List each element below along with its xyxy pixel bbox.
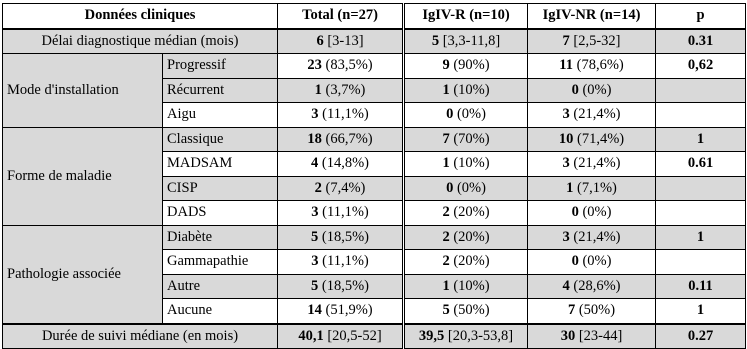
sub-label: Progressif xyxy=(163,54,278,79)
cell-igiv-r: 2 (20%) xyxy=(404,201,528,226)
cell-igiv-r: 9 (90%) xyxy=(404,54,528,79)
cell-igiv-nr: 10 (71,4%) xyxy=(528,127,656,152)
cell-igiv-nr: 1 (7,1%) xyxy=(528,176,656,201)
cell-igiv-nr: 0 (0%) xyxy=(528,78,656,103)
cell-igiv-r: 2 (20%) xyxy=(404,250,528,275)
cell-igiv-nr: 0 (0%) xyxy=(528,201,656,226)
sub-label: Gammapathie xyxy=(163,250,278,275)
row-delai-diagnostique xyxy=(3,29,746,54)
cell-igiv-nr: 3 (21,4%) xyxy=(528,103,656,128)
cell-total: 3 (11,1%) xyxy=(278,250,404,275)
header-donnees-cliniques: Données cliniques xyxy=(3,4,278,29)
sub-label: DADS xyxy=(163,201,278,226)
cell-igiv-r: 5 (50%) xyxy=(404,299,528,324)
cell-igiv-nr: 3 (21,4%) xyxy=(528,225,656,250)
cell-p: 1 xyxy=(656,225,746,250)
cell-total: 1 (3,7%) xyxy=(278,78,404,103)
cell-p xyxy=(656,103,746,128)
cell-igiv-nr: 3 (21,4%) xyxy=(528,152,656,177)
cell-total: 5 (18,5%) xyxy=(278,225,404,250)
cell-p xyxy=(656,176,746,201)
sub-label: Aucune xyxy=(163,299,278,324)
header-total: Total (n=27) xyxy=(278,4,404,29)
cell-p xyxy=(656,78,746,103)
cell-total: 18 (66,7%) xyxy=(278,127,404,152)
cell-total: 23 (83,5%) xyxy=(278,54,404,79)
cell-total: 3 (11,1%) xyxy=(278,201,404,226)
row-label: Durée de suivi médiane (en mois) xyxy=(3,324,278,349)
cell-p xyxy=(656,250,746,275)
cell-igiv-r: 0 (0%) xyxy=(404,103,528,128)
sub-label: Autre xyxy=(163,274,278,299)
cell-igiv-r: 5 [3,3-11,8] xyxy=(404,29,528,54)
row-mode-progressif xyxy=(3,54,746,79)
group-forme-maladie: Forme de maladie xyxy=(3,127,163,225)
cell-total: 2 (7,4%) xyxy=(278,176,404,201)
group-mode-installation: Mode d'installation xyxy=(3,54,163,128)
cell-p: 0,62 xyxy=(656,54,746,79)
cell-igiv-r: 0 (0%) xyxy=(404,176,528,201)
group-pathologie-associee: Pathologie associée xyxy=(3,225,163,324)
sub-label: Récurrent xyxy=(163,78,278,103)
cell-total: 4 (14,8%) xyxy=(278,152,404,177)
cell-igiv-nr: 11 (78,6%) xyxy=(528,54,656,79)
row-patho-diabete xyxy=(3,225,746,250)
cell-igiv-nr: 7 [2,5-32] xyxy=(528,29,656,54)
cell-p: 0.31 xyxy=(656,29,746,54)
sub-label: Classique xyxy=(163,127,278,152)
cell-igiv-nr: 30 [23-44] xyxy=(528,324,656,349)
cell-p: 0.11 xyxy=(656,274,746,299)
row-forme-classique xyxy=(3,127,746,152)
cell-p: 1 xyxy=(656,127,746,152)
sub-label: CISP xyxy=(163,176,278,201)
cell-p: 1 xyxy=(656,299,746,324)
cell-p xyxy=(656,201,746,226)
cell-total: 40,1 [20,5-52] xyxy=(278,324,404,349)
header-igiv-nr: IgIV-NR (n=14) xyxy=(528,4,656,29)
cell-igiv-r: 1 (10%) xyxy=(404,274,528,299)
cell-igiv-nr: 0 (0%) xyxy=(528,250,656,275)
cell-total: 3 (11,1%) xyxy=(278,103,404,128)
cell-igiv-r: 1 (10%) xyxy=(404,78,528,103)
row-duree-suivi xyxy=(3,324,746,349)
cell-total: 6 [3-13] xyxy=(278,29,404,54)
row-label: Délai diagnostique médian (mois) xyxy=(3,29,278,54)
cell-igiv-nr: 4 (28,6%) xyxy=(528,274,656,299)
cell-p: 0.61 xyxy=(656,152,746,177)
clinical-data-table xyxy=(2,3,746,349)
header-p: p xyxy=(656,4,746,29)
header-igiv-r: IgIV-R (n=10) xyxy=(404,4,528,29)
header-row xyxy=(3,4,746,29)
sub-label: Diabète xyxy=(163,225,278,250)
cell-p: 0.27 xyxy=(656,324,746,349)
sub-label: MADSAM xyxy=(163,152,278,177)
cell-igiv-r: 39,5 [20,3-53,8] xyxy=(404,324,528,349)
cell-total: 14 (51,9%) xyxy=(278,299,404,324)
cell-igiv-r: 2 (20%) xyxy=(404,225,528,250)
cell-igiv-r: 7 (70%) xyxy=(404,127,528,152)
cell-igiv-nr: 7 (50%) xyxy=(528,299,656,324)
sub-label: Aigu xyxy=(163,103,278,128)
cell-total: 5 (18,5%) xyxy=(278,274,404,299)
cell-igiv-r: 1 (10%) xyxy=(404,152,528,177)
